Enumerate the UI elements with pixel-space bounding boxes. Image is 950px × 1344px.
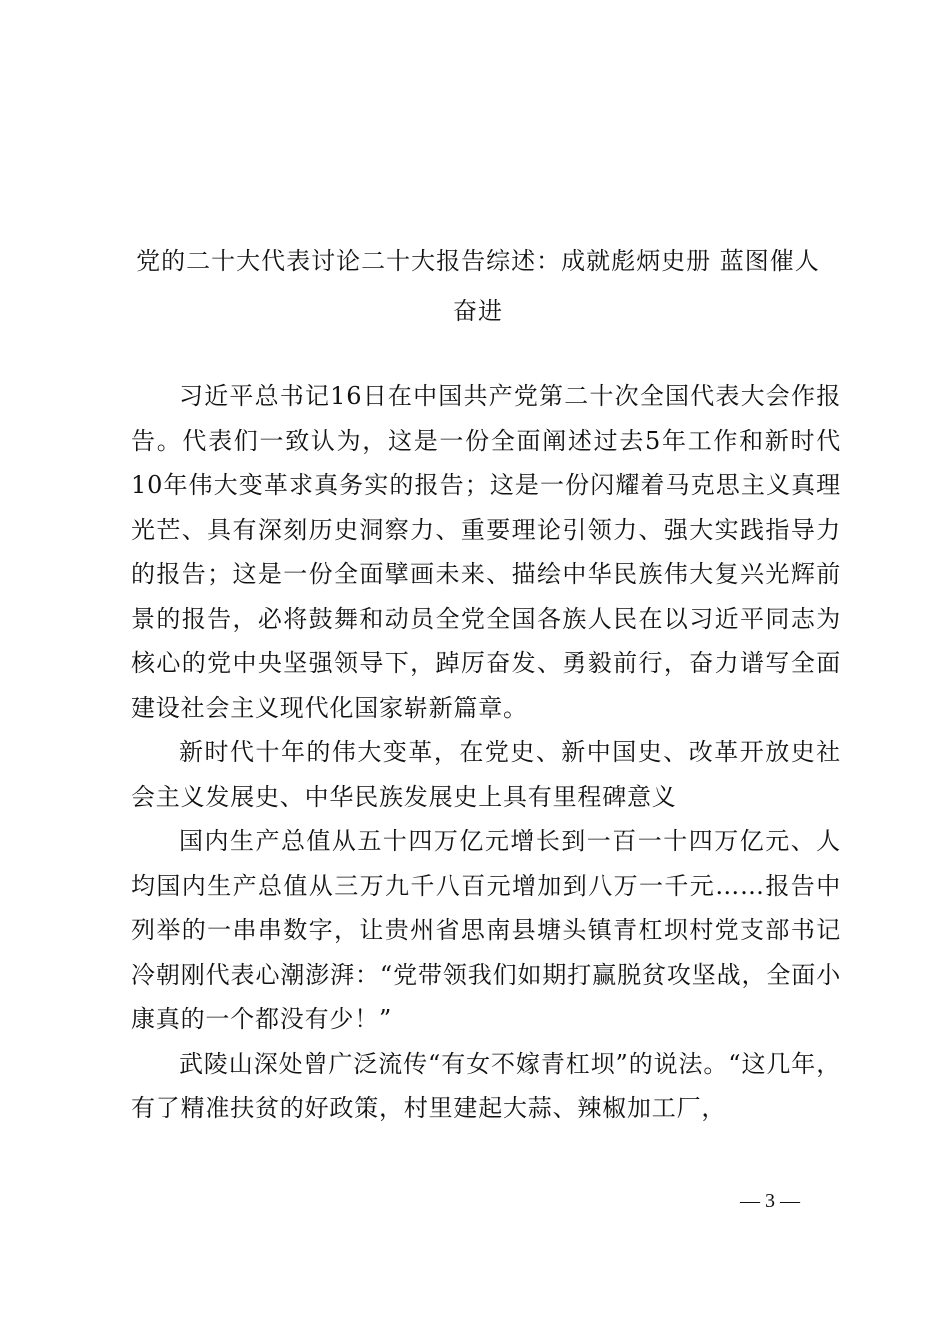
paragraph-2: 新时代十年的伟大变革，在党史、新中国史、改革开放史社会主义发展史、中华民族发展史上具有里程碑意义 <box>131 738 841 811</box>
document-title <box>118 236 838 336</box>
title-line-1: 党的二十大代表讨论二十大报告综述：成就彪炳史册 蓝图催人 <box>136 247 820 275</box>
page-number: — 3 — <box>740 1190 800 1212</box>
paragraph-3: 国内生产总值从五十四万亿元增长到一百一十四万亿元、人均国内生产总值从三万九千八百元增加到八万一千元……报告中列举的一串串数字，让贵州省思南县塘头镇青杠坝村党支部书记冷朝刚代表心潮澎湃：“党带领我们如期打赢脱贫攻坚战，全面小康真的一个都没有少！” <box>131 827 841 1033</box>
paragraph-4: 武陵山深处曾广泛流传“有女不嫁青杠坝”的说法。“这几年，有了精准扶贫的好政策，村里建起大蒜、辣椒加工厂， <box>131 1049 841 1122</box>
title-line-2: 奋进 <box>453 297 503 325</box>
paragraph-1: 习近平总书记16日在中国共产党第二十次全国代表大会作报告。代表们一致认为，这是一份全面阐述过去5年工作和新时代10年伟大变革求真务实的报告；这是一份闪耀着马克思主义真理光芒、具有深刻历史洞察力、重要理论引领力、强大实践指导力的报告；这是一份全面擘画未来、描绘中华民族伟大复兴光辉前景的报告，必将鼓舞和动员全党全国各族人民在以习近平同志为核心的党中央坚强领导下，踔厉奋发、勇毅前行，奋力谱写全面建设社会主义现代化国家崭新篇章。 <box>131 382 841 722</box>
document-body <box>131 374 841 1131</box>
